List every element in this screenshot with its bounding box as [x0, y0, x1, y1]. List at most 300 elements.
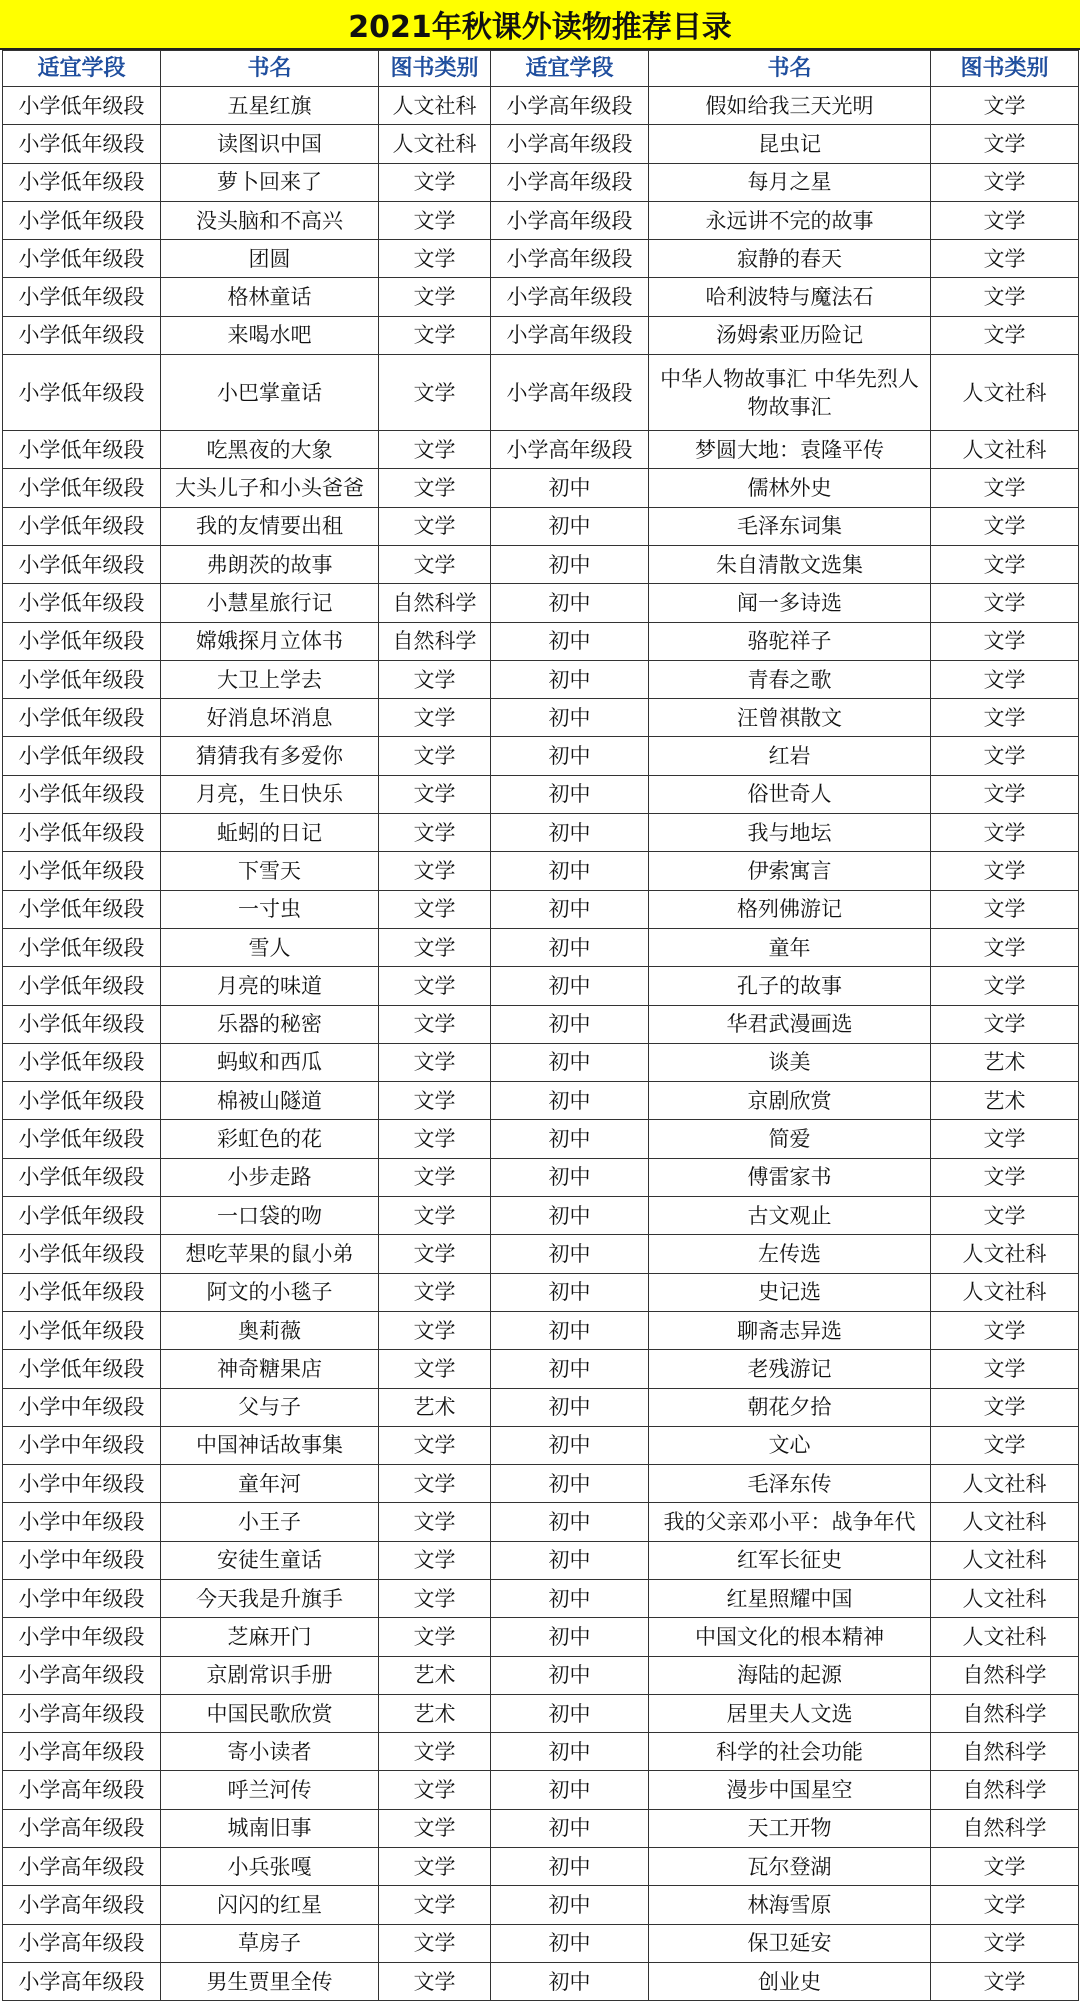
table-row: [3, 1771, 1079, 1809]
category-right-cell: 艺术: [931, 1082, 1079, 1120]
title-right-cell: 假如给我三天光明: [649, 87, 931, 125]
title-left-cell: 想吃苹果的鼠小弟: [161, 1235, 379, 1273]
table-row: [3, 890, 1079, 928]
stage-left-cell: 小学低年级段: [3, 431, 161, 469]
category-left-cell: 艺术: [379, 1694, 491, 1732]
stage-right-cell: 小学高年级段: [491, 125, 649, 163]
category-right-cell: 自然科学: [931, 1656, 1079, 1694]
title-right-cell: 童年: [649, 928, 931, 966]
stage-right-cell: 初中: [491, 622, 649, 660]
title-left-cell: 中国神话故事集: [161, 1426, 379, 1464]
stage-right-cell: 初中: [491, 584, 649, 622]
stage-left-cell: 小学低年级段: [3, 928, 161, 966]
title-right-cell: 京剧欣赏: [649, 1082, 931, 1120]
table-row: [3, 928, 1079, 966]
title-left-cell: 小慧星旅行记: [161, 584, 379, 622]
title-left-cell: 今天我是升旗手: [161, 1579, 379, 1617]
stage-right-cell: 小学高年级段: [491, 87, 649, 125]
stage-right-cell: 初中: [491, 507, 649, 545]
stage-right-cell: 初中: [491, 1311, 649, 1349]
stage-left-cell: 小学低年级段: [3, 622, 161, 660]
table-row: [3, 1503, 1079, 1541]
stage-left-cell: 小学低年级段: [3, 163, 161, 201]
stage-left-cell: 小学低年级段: [3, 1311, 161, 1349]
table-row: [3, 1158, 1079, 1196]
title-right-cell: 昆虫记: [649, 125, 931, 163]
stage-left-cell: 小学低年级段: [3, 1235, 161, 1273]
category-right-cell: 文学: [931, 1962, 1079, 2000]
title-right-cell: 左传选: [649, 1235, 931, 1273]
category-right-cell: 文学: [931, 1924, 1079, 1962]
category-left-cell: 艺术: [379, 1388, 491, 1426]
title-right-cell: 汤姆索亚历险记: [649, 316, 931, 354]
stage-left-cell: 小学低年级段: [3, 1158, 161, 1196]
title-right-cell: 哈利波特与魔法石: [649, 278, 931, 316]
stage-left-cell: 小学高年级段: [3, 1694, 161, 1732]
title-right-cell: 红星照耀中国: [649, 1579, 931, 1617]
title-left-cell: 中国民歌欣赏: [161, 1694, 379, 1732]
title-right-cell: 瓦尔登湖: [649, 1848, 931, 1886]
category-right-cell: 文学: [931, 852, 1079, 890]
table-row: [3, 584, 1079, 622]
category-left-cell: 自然科学: [379, 584, 491, 622]
title-right-cell: 简爱: [649, 1120, 931, 1158]
title-right-cell: 中华人物故事汇 中华先烈人物故事汇: [649, 355, 931, 431]
stage-left-cell: 小学低年级段: [3, 775, 161, 813]
book-catalog-table: [2, 50, 1079, 2001]
stage-left-cell: 小学高年级段: [3, 1771, 161, 1809]
title-left-cell: 男生贾里全传: [161, 1962, 379, 2000]
category-left-cell: 人文社科: [379, 125, 491, 163]
category-left-cell: 文学: [379, 1733, 491, 1771]
category-right-cell: 文学: [931, 278, 1079, 316]
stage-right-cell: 初中: [491, 814, 649, 852]
title-left-cell: 小巴掌童话: [161, 355, 379, 431]
title-left-cell: 萝卜回来了: [161, 163, 379, 201]
table-row: [3, 852, 1079, 890]
stage-right-cell: 初中: [491, 1579, 649, 1617]
table-row: [3, 967, 1079, 1005]
title-left-cell: 来喝水吧: [161, 316, 379, 354]
stage-left-cell: 小学低年级段: [3, 814, 161, 852]
title-right-cell: 保卫延安: [649, 1924, 931, 1962]
header-row: [3, 51, 1079, 87]
title-left-cell: 小王子: [161, 1503, 379, 1541]
category-left-cell: 文学: [379, 775, 491, 813]
title-right-cell: 红军长征史: [649, 1541, 931, 1579]
table-row: [3, 163, 1079, 201]
category-right-cell: 文学: [931, 316, 1079, 354]
category-right-cell: 文学: [931, 660, 1079, 698]
category-right-cell: 文学: [931, 1311, 1079, 1349]
title-left-cell: 城南旧事: [161, 1809, 379, 1847]
title-right-cell: 史记选: [649, 1273, 931, 1311]
category-left-cell: 文学: [379, 507, 491, 545]
stage-left-cell: 小学高年级段: [3, 1924, 161, 1962]
category-left-cell: 文学: [379, 1886, 491, 1924]
title-left-cell: 雪人: [161, 928, 379, 966]
table-row: [3, 699, 1079, 737]
stage-right-cell: 初中: [491, 699, 649, 737]
category-left-cell: 文学: [379, 814, 491, 852]
title-left-cell: 弗朗茨的故事: [161, 545, 379, 583]
category-right-cell: 人文社科: [931, 1465, 1079, 1503]
stage-right-cell: 初中: [491, 1158, 649, 1196]
title-right-cell: 每月之星: [649, 163, 931, 201]
stage-left-cell: 小学低年级段: [3, 469, 161, 507]
title-left-cell: 小兵张嘎: [161, 1848, 379, 1886]
table-row: [3, 201, 1079, 239]
table-row: [3, 355, 1079, 431]
stage-left-cell: 小学低年级段: [3, 355, 161, 431]
page-title: 2021年秋课外读物推荐目录: [0, 0, 1080, 50]
stage-right-cell: 初中: [491, 737, 649, 775]
category-left-cell: 文学: [379, 1962, 491, 2000]
stage-left-cell: 小学低年级段: [3, 584, 161, 622]
stage-right-cell: 初中: [491, 1924, 649, 1962]
stage-right-cell: 初中: [491, 1848, 649, 1886]
stage-right-cell: 初中: [491, 1388, 649, 1426]
table-row: [3, 240, 1079, 278]
stage-left-cell: 小学高年级段: [3, 1656, 161, 1694]
category-left-cell: 文学: [379, 967, 491, 1005]
stage-right-cell: 初中: [491, 1733, 649, 1771]
category-right-cell: 文学: [931, 1350, 1079, 1388]
category-right-cell: 文学: [931, 928, 1079, 966]
stage-left-cell: 小学中年级段: [3, 1465, 161, 1503]
stage-left-cell: 小学低年级段: [3, 201, 161, 239]
category-left-cell: 文学: [379, 316, 491, 354]
stage-left-cell: 小学中年级段: [3, 1541, 161, 1579]
stage-right-cell: 初中: [491, 1350, 649, 1388]
stage-right-cell: 初中: [491, 890, 649, 928]
category-right-cell: 文学: [931, 240, 1079, 278]
title-right-cell: 老残游记: [649, 1350, 931, 1388]
table-row: [3, 1541, 1079, 1579]
table-row: [3, 622, 1079, 660]
stage-right-cell: 初中: [491, 1235, 649, 1273]
category-left-cell: 文学: [379, 1082, 491, 1120]
table-row: [3, 1120, 1079, 1158]
title-right-cell: 聊斋志异选: [649, 1311, 931, 1349]
stage-right-cell: 初中: [491, 1694, 649, 1732]
stage-left-cell: 小学中年级段: [3, 1388, 161, 1426]
stage-right-cell: 初中: [491, 1197, 649, 1235]
category-right-cell: 文学: [931, 737, 1079, 775]
title-left-cell: 大头儿子和小头爸爸: [161, 469, 379, 507]
stage-left-cell: 小学低年级段: [3, 852, 161, 890]
stage-right-cell: 初中: [491, 545, 649, 583]
category-left-cell: 文学: [379, 852, 491, 890]
title-left-cell: 芝麻开门: [161, 1618, 379, 1656]
table-row: [3, 1082, 1079, 1120]
category-left-cell: 文学: [379, 1541, 491, 1579]
category-left-cell: 文学: [379, 1503, 491, 1541]
category-right-cell: 文学: [931, 125, 1079, 163]
stage-right-cell: 小学高年级段: [491, 278, 649, 316]
title-left-cell: 嫦娥探月立体书: [161, 622, 379, 660]
category-right-cell: 文学: [931, 1848, 1079, 1886]
header-category-left: 图书类别: [379, 51, 491, 87]
title-left-cell: 格林童话: [161, 278, 379, 316]
category-right-cell: 文学: [931, 507, 1079, 545]
table-row: [3, 1886, 1079, 1924]
title-left-cell: 吃黑夜的大象: [161, 431, 379, 469]
category-right-cell: 文学: [931, 545, 1079, 583]
stage-left-cell: 小学低年级段: [3, 1120, 161, 1158]
title-left-cell: 读图识中国: [161, 125, 379, 163]
stage-right-cell: 初中: [491, 1005, 649, 1043]
title-right-cell: 漫步中国星空: [649, 1771, 931, 1809]
stage-right-cell: 初中: [491, 1618, 649, 1656]
title-left-cell: 京剧常识手册: [161, 1656, 379, 1694]
title-right-cell: 古文观止: [649, 1197, 931, 1235]
title-left-cell: 猜猜我有多爱你: [161, 737, 379, 775]
stage-left-cell: 小学高年级段: [3, 1809, 161, 1847]
category-right-cell: 自然科学: [931, 1771, 1079, 1809]
stage-left-cell: 小学低年级段: [3, 278, 161, 316]
title-right-cell: 创业史: [649, 1962, 931, 2000]
category-left-cell: 文学: [379, 201, 491, 239]
title-right-cell: 傅雷家书: [649, 1158, 931, 1196]
title-right-cell: 朝花夕拾: [649, 1388, 931, 1426]
category-right-cell: 文学: [931, 201, 1079, 239]
category-right-cell: 文学: [931, 699, 1079, 737]
table-header: [3, 51, 1079, 87]
stage-right-cell: 初中: [491, 852, 649, 890]
category-right-cell: 文学: [931, 1005, 1079, 1043]
category-left-cell: 文学: [379, 1350, 491, 1388]
title-right-cell: 毛泽东词集: [649, 507, 931, 545]
category-left-cell: 文学: [379, 1809, 491, 1847]
category-right-cell: 文学: [931, 1886, 1079, 1924]
category-right-cell: 文学: [931, 1158, 1079, 1196]
table-row: [3, 316, 1079, 354]
stage-left-cell: 小学低年级段: [3, 1005, 161, 1043]
stage-right-cell: 小学高年级段: [491, 431, 649, 469]
title-left-cell: 父与子: [161, 1388, 379, 1426]
title-left-cell: 小步走路: [161, 1158, 379, 1196]
stage-right-cell: 初中: [491, 1082, 649, 1120]
stage-right-cell: 初中: [491, 469, 649, 507]
category-right-cell: 人文社科: [931, 1235, 1079, 1273]
title-right-cell: 海陆的起源: [649, 1656, 931, 1694]
category-right-cell: 人文社科: [931, 1541, 1079, 1579]
stage-left-cell: 小学中年级段: [3, 1579, 161, 1617]
table-body: [3, 87, 1079, 2001]
title-right-cell: 梦圆大地：袁隆平传: [649, 431, 931, 469]
table-row: [3, 1005, 1079, 1043]
category-left-cell: 人文社科: [379, 87, 491, 125]
category-right-cell: 文学: [931, 87, 1079, 125]
table-row: [3, 1197, 1079, 1235]
table-row: [3, 507, 1079, 545]
category-left-cell: 文学: [379, 928, 491, 966]
title-right-cell: 伊索寓言: [649, 852, 931, 890]
header-title-right: 书名: [649, 51, 931, 87]
stage-right-cell: 初中: [491, 1541, 649, 1579]
stage-left-cell: 小学中年级段: [3, 1503, 161, 1541]
category-left-cell: 文学: [379, 1771, 491, 1809]
table-row: [3, 1618, 1079, 1656]
title-left-cell: 一口袋的吻: [161, 1197, 379, 1235]
header-category-right: 图书类别: [931, 51, 1079, 87]
stage-left-cell: 小学低年级段: [3, 1043, 161, 1081]
stage-left-cell: 小学低年级段: [3, 890, 161, 928]
table-row: [3, 545, 1079, 583]
table-row: [3, 1350, 1079, 1388]
stage-right-cell: 初中: [491, 967, 649, 1005]
title-right-cell: 永远讲不完的故事: [649, 201, 931, 239]
table-row: [3, 814, 1079, 852]
stage-right-cell: 初中: [491, 1043, 649, 1081]
category-left-cell: 文学: [379, 699, 491, 737]
category-right-cell: 文学: [931, 1426, 1079, 1464]
title-right-cell: 我与地坛: [649, 814, 931, 852]
stage-right-cell: 初中: [491, 1503, 649, 1541]
category-left-cell: 文学: [379, 1618, 491, 1656]
table-row: [3, 775, 1079, 813]
category-right-cell: 人文社科: [931, 431, 1079, 469]
title-left-cell: 五星红旗: [161, 87, 379, 125]
category-left-cell: 文学: [379, 737, 491, 775]
title-right-cell: 毛泽东传: [649, 1465, 931, 1503]
table-row: [3, 737, 1079, 775]
category-right-cell: 人文社科: [931, 1503, 1079, 1541]
stage-right-cell: 初中: [491, 1273, 649, 1311]
stage-left-cell: 小学低年级段: [3, 316, 161, 354]
table-row: [3, 660, 1079, 698]
table-row: [3, 125, 1079, 163]
stage-right-cell: 小学高年级段: [491, 201, 649, 239]
stage-left-cell: 小学高年级段: [3, 1848, 161, 1886]
header-stage-right: 适宜学段: [491, 51, 649, 87]
stage-left-cell: 小学高年级段: [3, 1733, 161, 1771]
category-left-cell: 文学: [379, 1235, 491, 1273]
category-left-cell: 文学: [379, 890, 491, 928]
title-left-cell: 下雪天: [161, 852, 379, 890]
title-left-cell: 没头脑和不高兴: [161, 201, 379, 239]
category-left-cell: 文学: [379, 1273, 491, 1311]
table-row: [3, 87, 1079, 125]
title-left-cell: 蚯蚓的日记: [161, 814, 379, 852]
stage-left-cell: 小学低年级段: [3, 1197, 161, 1235]
header-title-left: 书名: [161, 51, 379, 87]
stage-right-cell: 初中: [491, 1120, 649, 1158]
category-right-cell: 自然科学: [931, 1733, 1079, 1771]
category-left-cell: 自然科学: [379, 622, 491, 660]
stage-left-cell: 小学低年级段: [3, 660, 161, 698]
stage-left-cell: 小学低年级段: [3, 240, 161, 278]
stage-right-cell: 初中: [491, 1656, 649, 1694]
category-left-cell: 文学: [379, 163, 491, 201]
title-right-cell: 中国文化的根本精神: [649, 1618, 931, 1656]
title-left-cell: 闪闪的红星: [161, 1886, 379, 1924]
table-row: [3, 1924, 1079, 1962]
title-left-cell: 月亮，生日快乐: [161, 775, 379, 813]
table-row: [3, 1579, 1079, 1617]
stage-right-cell: 初中: [491, 775, 649, 813]
table-row: [3, 1465, 1079, 1503]
category-right-cell: 文学: [931, 622, 1079, 660]
stage-left-cell: 小学低年级段: [3, 507, 161, 545]
title-left-cell: 大卫上学去: [161, 660, 379, 698]
stage-left-cell: 小学高年级段: [3, 1962, 161, 2000]
category-right-cell: 人文社科: [931, 1579, 1079, 1617]
stage-left-cell: 小学低年级段: [3, 87, 161, 125]
stage-right-cell: 初中: [491, 1962, 649, 2000]
stage-right-cell: 初中: [491, 1771, 649, 1809]
title-left-cell: 寄小读者: [161, 1733, 379, 1771]
stage-right-cell: 初中: [491, 928, 649, 966]
stage-right-cell: 初中: [491, 1886, 649, 1924]
stage-right-cell: 小学高年级段: [491, 316, 649, 354]
stage-right-cell: 小学高年级段: [491, 355, 649, 431]
category-right-cell: 文学: [931, 1197, 1079, 1235]
category-left-cell: 文学: [379, 278, 491, 316]
table-row: [3, 1273, 1079, 1311]
category-left-cell: 文学: [379, 1924, 491, 1962]
title-left-cell: 草房子: [161, 1924, 379, 1962]
title-left-cell: 棉被山隧道: [161, 1082, 379, 1120]
table-row: [3, 1426, 1079, 1464]
category-right-cell: 人文社科: [931, 1273, 1079, 1311]
table-row: [3, 1733, 1079, 1771]
stage-left-cell: 小学低年级段: [3, 125, 161, 163]
title-right-cell: 青春之歌: [649, 660, 931, 698]
title-left-cell: 神奇糖果店: [161, 1350, 379, 1388]
table-row: [3, 1962, 1079, 2000]
header-stage-left: 适宜学段: [3, 51, 161, 87]
category-left-cell: 文学: [379, 1120, 491, 1158]
category-left-cell: 文学: [379, 1465, 491, 1503]
title-right-cell: 骆驼祥子: [649, 622, 931, 660]
title-right-cell: 格列佛游记: [649, 890, 931, 928]
title-left-cell: 蚂蚁和西瓜: [161, 1043, 379, 1081]
category-right-cell: 文学: [931, 584, 1079, 622]
title-right-cell: 儒林外史: [649, 469, 931, 507]
title-left-cell: 好消息坏消息: [161, 699, 379, 737]
table-row: [3, 1656, 1079, 1694]
category-left-cell: 文学: [379, 1005, 491, 1043]
category-left-cell: 文学: [379, 431, 491, 469]
category-right-cell: 文学: [931, 1120, 1079, 1158]
table-row: [3, 431, 1079, 469]
title-left-cell: 我的友情要出租: [161, 507, 379, 545]
category-right-cell: 文学: [931, 814, 1079, 852]
stage-right-cell: 初中: [491, 1809, 649, 1847]
stage-left-cell: 小学中年级段: [3, 1426, 161, 1464]
stage-left-cell: 小学低年级段: [3, 1350, 161, 1388]
stage-right-cell: 初中: [491, 660, 649, 698]
title-right-cell: 俗世奇人: [649, 775, 931, 813]
stage-left-cell: 小学低年级段: [3, 1082, 161, 1120]
category-left-cell: 文学: [379, 469, 491, 507]
category-right-cell: 人文社科: [931, 355, 1079, 431]
stage-right-cell: 小学高年级段: [491, 240, 649, 278]
title-left-cell: 乐器的秘密: [161, 1005, 379, 1043]
table-row: [3, 1848, 1079, 1886]
stage-left-cell: 小学低年级段: [3, 737, 161, 775]
category-right-cell: 艺术: [931, 1043, 1079, 1081]
category-left-cell: 文学: [379, 1197, 491, 1235]
table-row: [3, 278, 1079, 316]
category-right-cell: 人文社科: [931, 1618, 1079, 1656]
title-right-cell: 天工开物: [649, 1809, 931, 1847]
category-left-cell: 文学: [379, 1579, 491, 1617]
table-row: [3, 469, 1079, 507]
title-right-cell: 闻一多诗选: [649, 584, 931, 622]
